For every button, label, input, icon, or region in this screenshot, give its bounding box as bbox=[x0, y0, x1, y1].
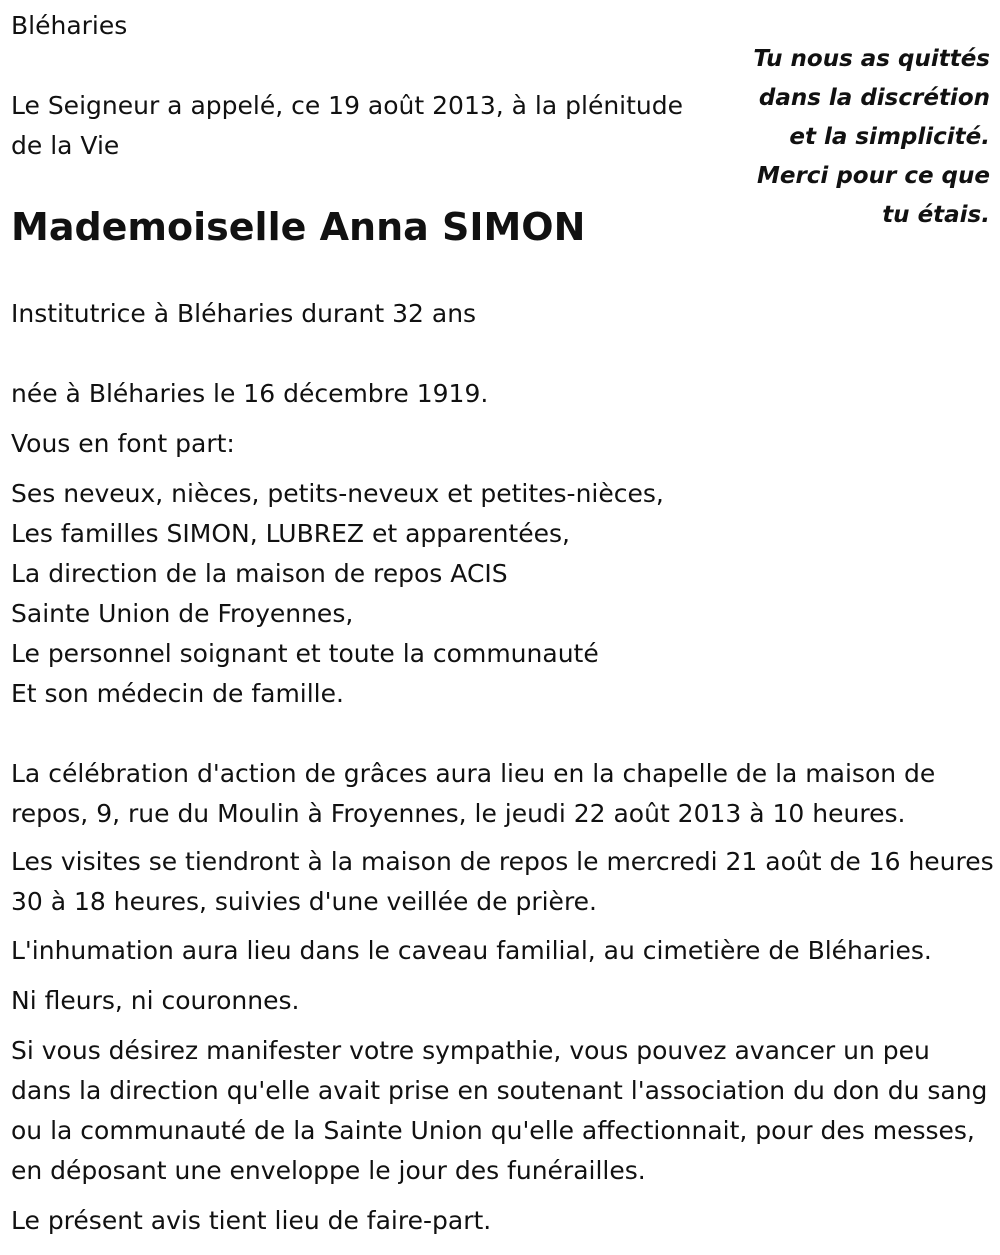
quote-line: dans la discrétion bbox=[758, 85, 990, 111]
place-name: Bléharies bbox=[11, 11, 128, 40]
family-line: La direction de la maison de repos ACIS bbox=[11, 559, 508, 588]
visits-paragraph: Les visites se tiendront à la maison de repos le mercredi 21 août de 16 heures 30 à 18 heures, suivies d'une veillée de prière. bbox=[11, 847, 994, 916]
deceased-name: Mademoiselle Anna SIMON bbox=[11, 205, 586, 249]
sympathy-paragraph: Si vous désirez manifester votre sympathie, vous pouvez avancer un peu dans la direction qu'elle avait prise en soutenant l'association du don du sang ou la communauté de la Sainte Union qu'elle affectionnait, pour des messes, en déposant une enveloppe le jour des funérailles. bbox=[11, 1036, 988, 1185]
flowers-paragraph: Ni fleurs, ni couronnes. bbox=[11, 986, 300, 1015]
family-list bbox=[11, 474, 664, 714]
announcement-intro bbox=[11, 86, 721, 166]
quote-line: tu étais. bbox=[882, 202, 990, 228]
family-line: Et son médecin de famille. bbox=[11, 679, 344, 708]
profession: Institutrice à Bléharies durant 32 ans bbox=[11, 299, 477, 328]
family-line: Ses neveux, nièces, petits-neveux et petites-nièces, bbox=[11, 479, 664, 508]
memorial-quote bbox=[690, 40, 990, 235]
ceremony-paragraph: La célébration d'action de grâces aura lieu en la chapelle de la maison de repos, 9, rue du Moulin à Froyennes, le jeudi 22 août 2013 à 10 heures. bbox=[11, 759, 936, 828]
quote-line: Tu nous as quittés bbox=[753, 46, 990, 72]
birth-info: née à Bléharies le 16 décembre 1919. bbox=[11, 379, 489, 408]
quote-line: et la simplicité. bbox=[789, 124, 990, 150]
burial-paragraph: L'inhumation aura lieu dans le caveau familial, au cimetière de Bléharies. bbox=[11, 936, 932, 965]
called-line-1: Le Seigneur a appelé, ce 19 août 2013, à la plénitude bbox=[11, 91, 684, 120]
announcement-by-label: Vous en font part: bbox=[11, 429, 235, 458]
family-line: Le personnel soignant et toute la communauté bbox=[11, 639, 599, 668]
notice-paragraph: Le présent avis tient lieu de faire-part. bbox=[11, 1206, 492, 1235]
family-line: Les familles SIMON, LUBREZ et apparentées, bbox=[11, 519, 570, 548]
family-line: Sainte Union de Froyennes, bbox=[11, 599, 354, 628]
quote-line: Merci pour ce que bbox=[756, 163, 990, 189]
called-line-2: de la Vie bbox=[11, 131, 120, 160]
